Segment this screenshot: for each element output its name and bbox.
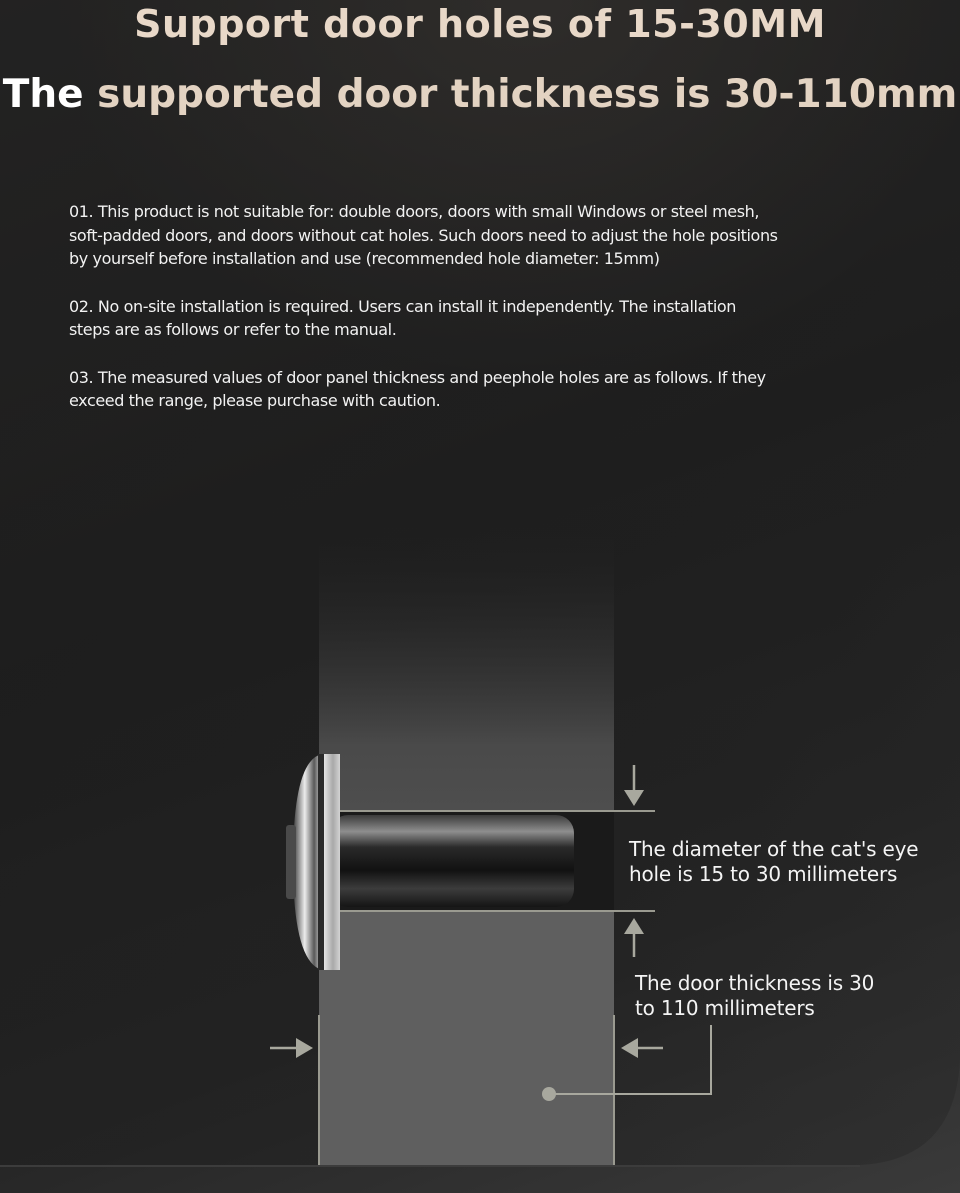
- note-line: by yourself before installation and use (recommended hole diameter: 15mm): [69, 249, 660, 268]
- heading-door-thickness: [0, 72, 960, 117]
- peephole-tube: [330, 815, 574, 907]
- note-item: [69, 295, 869, 342]
- note-line: soft-padded doors, and doors without cat holes. Such doors need to adjust the hole positions: [69, 225, 778, 245]
- note-item: [69, 200, 869, 271]
- hole-label-line: hole is 15 to 30 millimeters: [629, 862, 898, 886]
- note-line: 03. The measured values of door panel thickness and peephole holes are as follows. If they: [69, 367, 766, 387]
- note-line: 02. No on-site installation is required. Users can install it independently. The installation: [69, 296, 737, 316]
- thickness-label-line: The door thickness is 30: [635, 971, 875, 995]
- notes-list: [69, 200, 869, 437]
- hole-diameter-label: [629, 837, 918, 887]
- heading-hole-size: Support door holes of 15-30MM: [134, 2, 826, 46]
- note-item: [69, 366, 869, 413]
- thickness-label-line: to 110 millimeters: [635, 996, 815, 1020]
- note-line: steps are as follows or refer to the manual.: [69, 320, 397, 339]
- door-thickness-label: [635, 971, 874, 1021]
- hole-label-line: The diameter of the cat's eye: [629, 837, 919, 861]
- note-line: 01. This product is not suitable for: double doors, doors with small Windows or steel mesh,: [69, 202, 760, 221]
- note-line: exceed the range, please purchase with caution.: [69, 391, 441, 410]
- heading-rest: supported door thickness is 30-110mm: [83, 72, 958, 117]
- heading-lead-word: The: [2, 72, 84, 117]
